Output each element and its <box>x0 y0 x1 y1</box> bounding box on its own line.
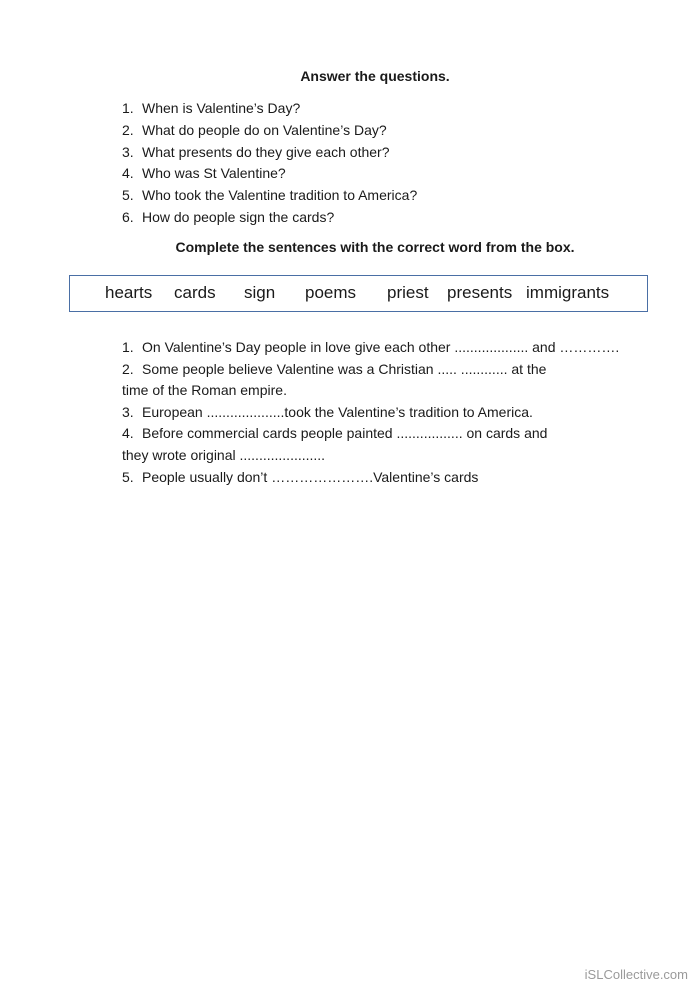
sentence-text: Before commercial cards people painted ................. on cards and <box>142 425 548 442</box>
question-number: 4. <box>122 165 134 182</box>
question-number: 3. <box>122 143 134 160</box>
watermark: iSLCollective.com <box>584 967 688 982</box>
question-item <box>122 163 417 185</box>
word-box <box>69 275 648 312</box>
question-number: 2. <box>122 121 134 138</box>
question-item <box>122 120 417 142</box>
question-number: 5. <box>122 187 134 204</box>
question-number: 6. <box>122 208 134 225</box>
word-box-word: immigrants <box>526 283 610 302</box>
question-item <box>122 207 417 229</box>
word-box-word: cards <box>174 283 216 302</box>
word-box-word: priest <box>387 283 429 302</box>
question-item <box>122 185 417 207</box>
sentence-number: 3. <box>122 403 134 420</box>
sentence-number: 1. <box>122 339 134 355</box>
sentence-item <box>122 467 652 489</box>
sentence-item <box>122 402 652 424</box>
question-item <box>122 98 417 120</box>
questions-list <box>122 98 417 229</box>
question-number: 1. <box>122 100 134 116</box>
question-text: What presents do they give each other? <box>142 143 390 160</box>
question-text: When is Valentine’s Day? <box>142 100 301 116</box>
sentence-text: People usually don’t ………………….Valentine’s cards <box>142 468 479 485</box>
word-box-word: hearts <box>105 283 153 302</box>
sentence-text: Some people believe Valentine was a Christian ..... ............ at the <box>142 360 547 377</box>
sentence-number: 2. <box>122 360 134 377</box>
sentence-continuation: time of the Roman empire. <box>122 382 287 399</box>
section-2-heading: Complete the sentences with the correct word from the box. <box>175 239 575 255</box>
question-text: Who was St Valentine? <box>142 165 286 182</box>
sentence-item <box>122 337 652 359</box>
sentence-item <box>122 423 652 445</box>
word-box-word: sign <box>244 283 276 302</box>
section-1-heading: Answer the questions. <box>300 68 450 84</box>
question-text: What do people do on Valentine’s Day? <box>142 121 387 138</box>
sentence-number: 4. <box>122 425 134 442</box>
sentence-text: European ....................took the Valentine’s tradition to America. <box>142 403 533 420</box>
sentence-text: On Valentine’s Day people in love give each other ................... and …………. <box>142 339 620 355</box>
word-box-word: poems <box>305 283 357 302</box>
question-text: Who took the Valentine tradition to America? <box>142 187 418 204</box>
sentence-item <box>122 359 652 381</box>
question-text: How do people sign the cards? <box>142 208 335 225</box>
sentences-list <box>122 337 652 488</box>
sentence-number: 5. <box>122 468 134 485</box>
question-item <box>122 142 417 164</box>
sentence-continuation: they wrote original ...................... <box>122 446 326 463</box>
word-box-word: presents <box>447 283 513 302</box>
